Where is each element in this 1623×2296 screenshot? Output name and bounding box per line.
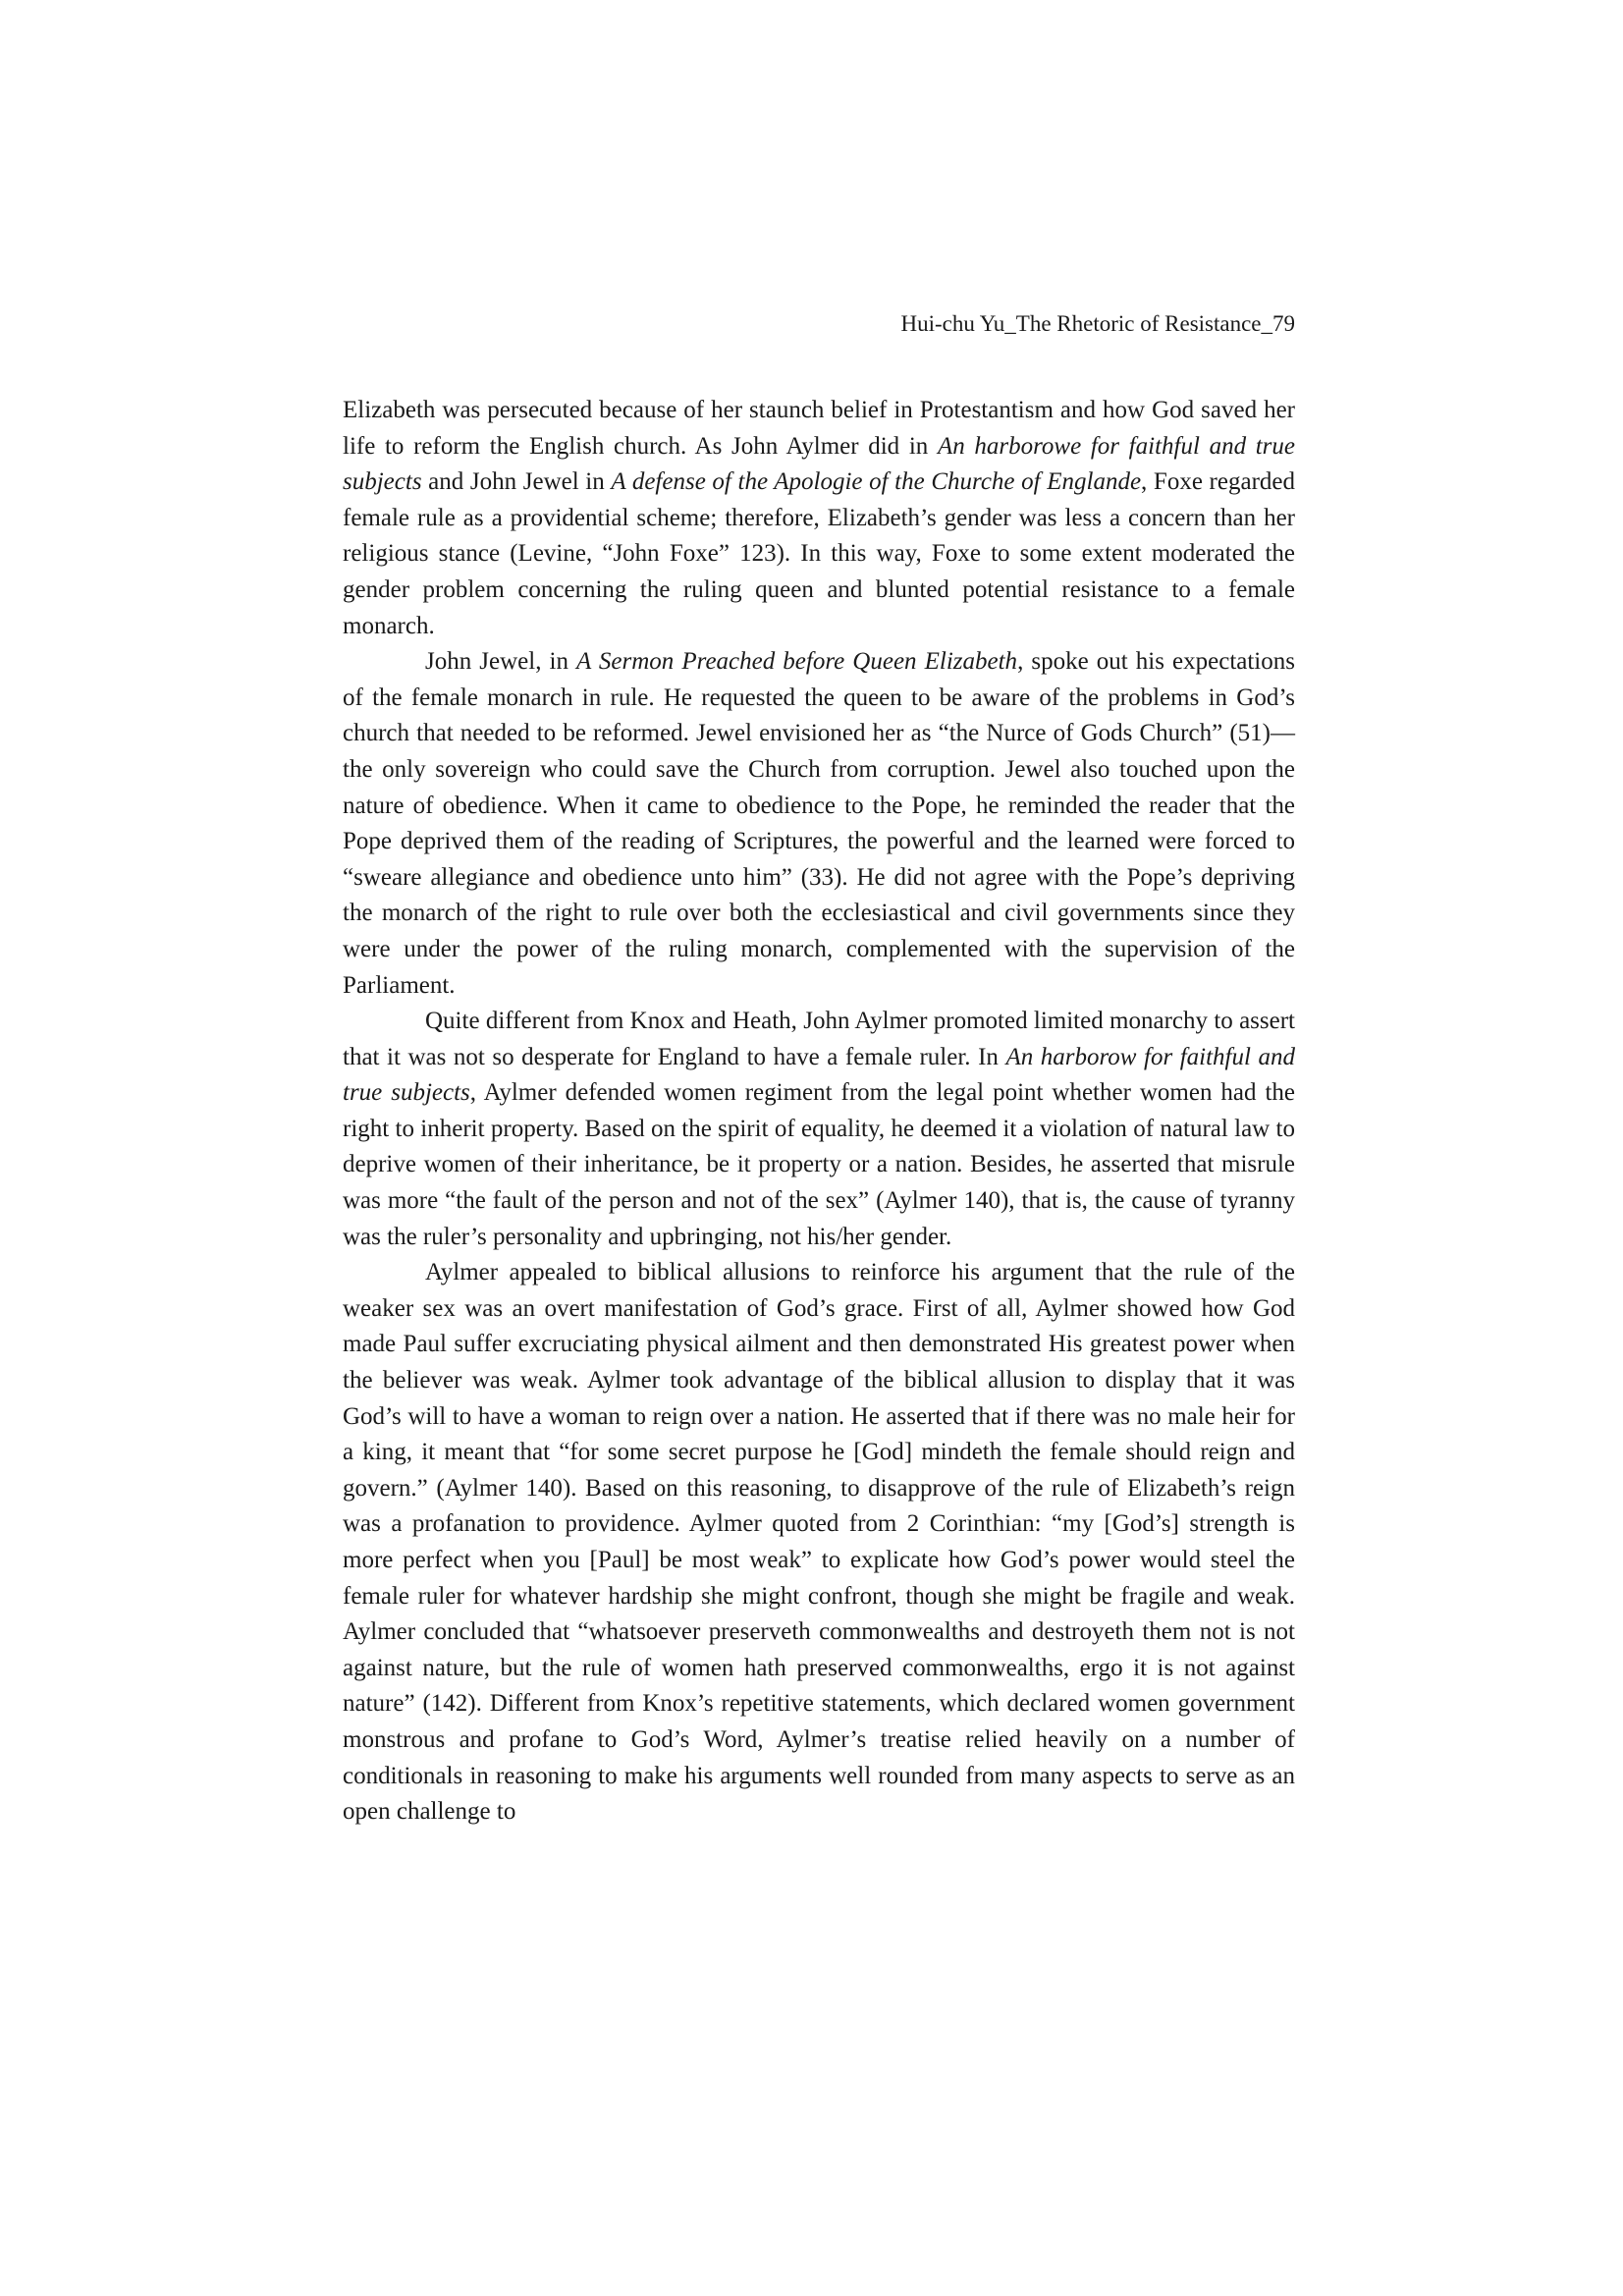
text-segment: Aylmer appealed to biblical allusions to reinforce his argument that the rule of the weaker sex was an overt manifestation of God’s grace. First of all, Aylmer showed how God made Paul suffer excruciating physical ailment and then demonstrated His greatest power when the believer was weak. Aylmer took advantage of the biblical allusion to display that it was God’s will to have a woman to reign over a nation. He asserted that if there was no male heir for a king, it meant that “for some secret purpose he [God] mindeth the female should reign and govern.” (Aylmer 140). Based on this reasoning, to disapprove of the rule of Elizabeth’s reign was a profanation to providence. Aylmer quoted from 2 Corinthian: “my [God’s] strength is more perfect when you [Paul] be most weak” to explicate how God’s power would steel the female ruler for whatever hardship she might confront, though she might be fragile and weak. Aylmer concluded that “whatsoever preserveth commonwealths and destroyeth them not is not against nature, but the rule of women hath preserved commonwealths, ergo it is not against nature” (142). Different from Knox’s repetitive statements, which declared women government monstrous and profane to God’s Word, Aylmer’s treatise relied heavily on a number of conditionals in reasoning to make his arguments well rounded from many aspects to serve as an open challenge to (343, 1259, 1295, 1826)
paragraph-2 (343, 644, 1295, 1004)
running-head: Hui-chu Yu_The Rhetoric of Resistance_79 (900, 311, 1295, 336)
italic-title-an-harborow: An harborow for faithful and true subjects (343, 1043, 1295, 1107)
text-segment: John Jewel, in (425, 648, 577, 676)
body-text (343, 393, 1295, 1831)
text-segment: Elizabeth was persecuted because of her staunch belief in Protestantism and how God saved her life to reform the English church. As John Aylmer did in (343, 397, 1295, 460)
paragraph-1 (343, 393, 1295, 644)
text-segment: , Foxe regarded female rule as a providential scheme; therefore, Elizabeth’s gender was less a concern than her religious stance (Levine, “John Foxe” 123). In this way, Foxe to some extent moderated the gender problem concerning the ruling queen and blunted potential resistance to a female monarch. (343, 468, 1295, 639)
italic-title-a-defense: A defense of the Apologie of the Churche of Englande (611, 468, 1142, 496)
text-segment: Quite different from Knox and Heath, John Aylmer promoted limited monarchy to assert that it was not so desperate for England to have a female ruler. In (343, 1008, 1295, 1070)
paragraph-3 (343, 1004, 1295, 1255)
paragraph-4 (343, 1255, 1295, 1831)
text-segment: , spoke out his expectations of the female monarch in rule. He requested the queen to be aware of the problems in God’s church that needed to be reformed. Jewel envisioned her as “the Nurce of Gods Church” (51)—the only sovereign who could save the Church from corruption. Jewel also touched upon the nature of obedience. When it came to obedience to the Pope, he reminded the reader that the Pope deprived them of the reading of Scriptures, the powerful and the learned were forced to “sweare allegiance and obedience unto him” (33). He did not agree with the Pope’s depriving the monarch of the right to rule over both the ecclesiastical and civil governments since they were under the power of the ruling monarch, complemented with the supervision of the Parliament. (343, 648, 1295, 999)
text-segment: , Aylmer defended women regiment from the legal point whether women had the right to inherit property. Based on the spirit of equality, he deemed it a violation of natural law to deprive women of their inheritance, be it property or a nation. Besides, he asserted that misrule was more “the fault of the person and not of the sex” (Aylmer 140), that is, the cause of tyranny was the ruler’s personality and upbringing, not his/her gender. (343, 1079, 1295, 1250)
italic-title-a-sermon: A Sermon Preached before Queen Elizabeth (576, 648, 1018, 676)
text-segment: and John Jewel in (421, 468, 612, 496)
italic-title-an-harborowe: An harborowe for faithful and true subjects (343, 432, 1295, 496)
